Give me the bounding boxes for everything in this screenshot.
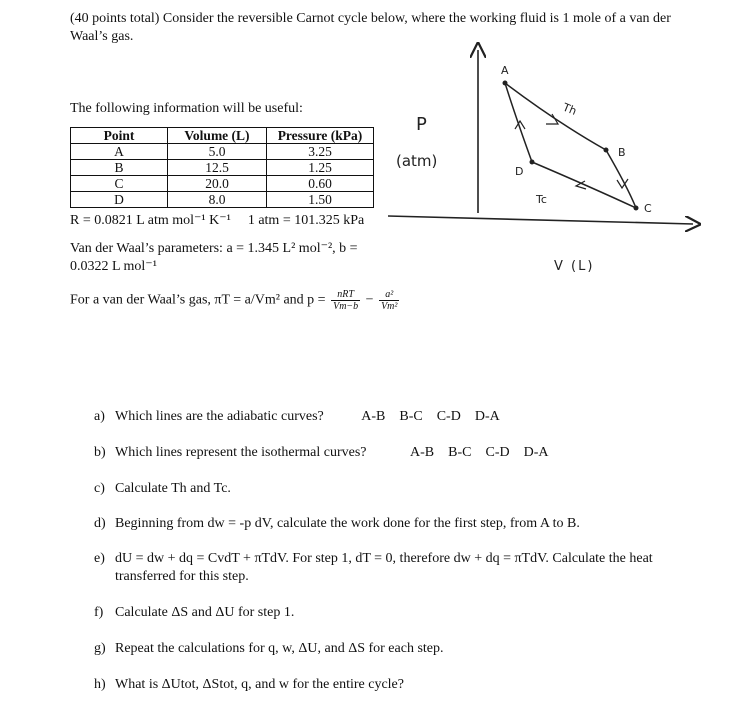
table-cell: A — [71, 144, 168, 160]
question-text: Repeat the calculations for q, w, ΔU, and ΔS for each step. — [115, 641, 444, 656]
question-h — [94, 676, 404, 693]
cold-isotherm-label: Tc — [536, 193, 547, 206]
question-g — [94, 640, 444, 657]
table-cell: 12.5 — [168, 160, 267, 176]
table-header: Pressure (kPa) — [267, 128, 374, 144]
minus-sign: − — [365, 292, 374, 308]
question-text: Which lines represent the isothermal curves? — [115, 445, 367, 460]
point-a-dot — [503, 81, 508, 86]
option-ab: A-B — [361, 409, 386, 424]
answer-options — [361, 409, 513, 424]
question-text: Calculate Th and Tc. — [115, 481, 231, 496]
question-text: dU = dw + dq = CvdT + πTdV. For step 1, dT = 0, therefore dw + dq = πTdV. Calculate the heat — [115, 551, 653, 566]
question-label: f) — [94, 605, 104, 620]
point-b-label: B — [618, 146, 626, 159]
question-text: Calculate ΔS and ΔU for step 1. — [115, 605, 295, 620]
gas-constant-text: R = 0.0821 L atm mol⁻¹ K⁻¹ — [70, 213, 231, 228]
fraction-nrt — [331, 289, 360, 312]
table-row — [71, 144, 374, 160]
table-cell: 1.25 — [267, 160, 374, 176]
question-b — [94, 444, 563, 461]
question-text: What is ΔUtot, ΔStot, q, and w for the entire cycle? — [115, 677, 404, 692]
hot-isotherm-label: Th — [560, 100, 579, 118]
table-row — [71, 160, 374, 176]
table-row — [71, 176, 374, 192]
fraction-numerator: a² — [379, 289, 399, 301]
table-header-row — [71, 128, 374, 144]
option-cd: C-D — [485, 445, 510, 460]
vdw-parameters: Van der Waal’s parameters: a = 1.345 L² mol⁻², b = 0.0322 L mol⁻¹ — [70, 241, 358, 274]
y-axis-label-p: P — [416, 114, 427, 135]
table-cell: 20.0 — [168, 176, 267, 192]
option-bc: B-C — [399, 409, 423, 424]
question-e — [94, 550, 694, 586]
point-d-dot — [530, 160, 535, 165]
option-da: D-A — [523, 445, 549, 460]
table-cell: B — [71, 160, 168, 176]
table-cell: 3.25 — [267, 144, 374, 160]
point-c-label: C — [644, 202, 652, 215]
vdw-formula — [70, 289, 401, 312]
gas-constant — [70, 212, 364, 229]
question-a — [94, 408, 514, 425]
question-label: e) — [94, 551, 105, 566]
question-c — [94, 480, 231, 497]
atm-conversion: 1 atm = 101.325 kPa — [247, 213, 365, 228]
table-cell: 1.50 — [267, 192, 374, 208]
question-text: Which lines are the adiabatic curves? — [115, 409, 324, 424]
question-label: h) — [94, 677, 106, 692]
point-d-label: D — [515, 165, 524, 178]
table-cell: C — [71, 176, 168, 192]
isotherm-ab-curve — [505, 83, 606, 150]
fraction-denominator: Vm² — [381, 301, 398, 312]
point-b-dot — [604, 148, 609, 153]
fraction-a-over-vm — [379, 289, 399, 312]
question-d — [94, 515, 580, 532]
x-axis — [388, 216, 693, 224]
vdw-formula-prefix: For a van der Waal’s gas, πT = a/Vm² and p = — [70, 292, 326, 308]
table-cell: 0.60 — [267, 176, 374, 192]
fraction-numerator: nRT — [331, 289, 360, 301]
table-row — [71, 192, 374, 208]
answer-options — [410, 445, 562, 460]
question-text-continued: transferred for this step. — [115, 569, 249, 584]
question-label: a) — [94, 409, 105, 424]
x-axis-label: V (L) — [554, 259, 595, 273]
question-label: d) — [94, 516, 106, 531]
option-cd: C-D — [436, 409, 461, 424]
info-heading: The following information will be useful: — [70, 101, 303, 116]
state-points-table — [70, 127, 374, 208]
problem-intro: (40 points total) Consider the reversible Carnot cycle below, where the working fluid is 1 mole of a van der Waal’s gas. — [70, 11, 671, 44]
option-da: D-A — [474, 409, 500, 424]
question-f — [94, 604, 294, 621]
question-label: b) — [94, 445, 106, 460]
question-label: g) — [94, 641, 106, 656]
table-cell: 8.0 — [168, 192, 267, 208]
y-axis-label-unit: (atm) — [396, 152, 438, 170]
fraction-denominator: Vm−b — [333, 301, 359, 312]
option-bc: B-C — [448, 445, 472, 460]
question-label: c) — [94, 481, 105, 496]
point-a-label: A — [501, 64, 509, 77]
carnot-pv-diagram — [388, 38, 708, 273]
table-cell: 5.0 — [168, 144, 267, 160]
table-header: Volume (L) — [168, 128, 267, 144]
point-c-dot — [634, 206, 639, 211]
question-text: Beginning from dw = -p dV, calculate the work done for the first step, from A to B. — [115, 516, 580, 531]
table-header: Point — [71, 128, 168, 144]
table-cell: D — [71, 192, 168, 208]
option-ab: A-B — [410, 445, 435, 460]
